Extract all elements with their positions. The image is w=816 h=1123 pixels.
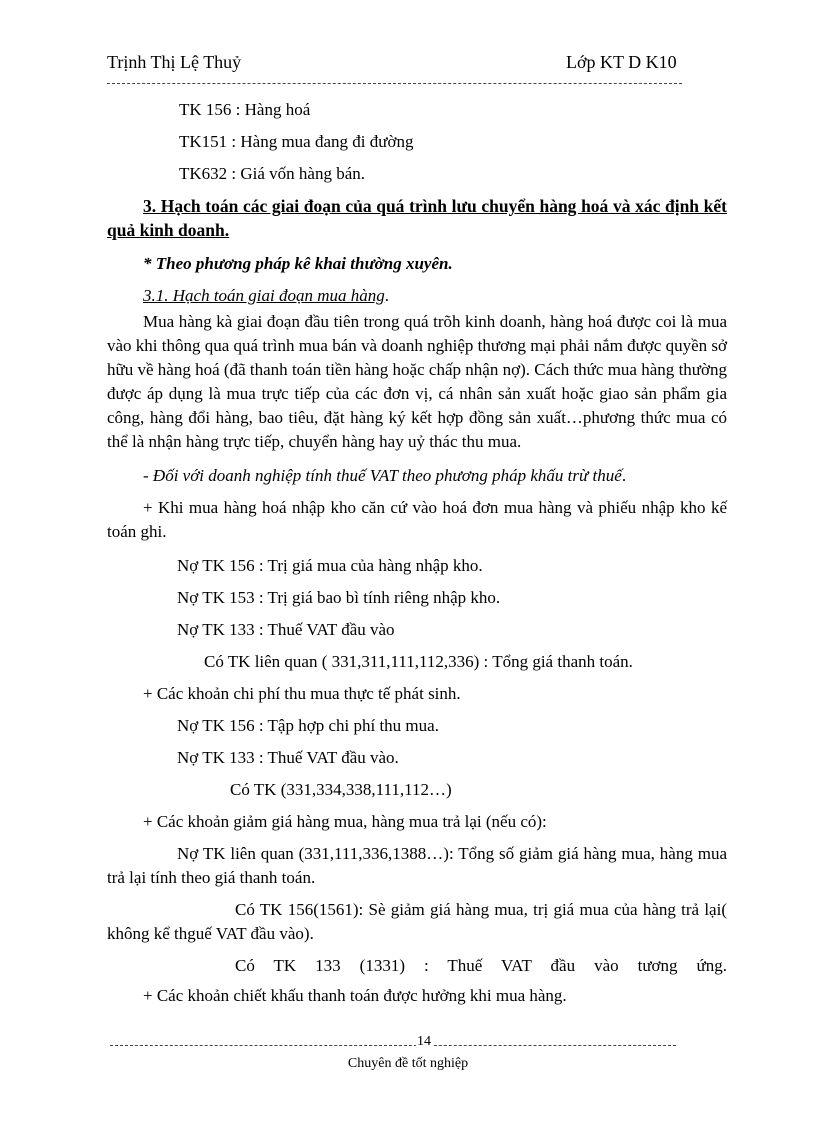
vat-note-dot: . [621,466,627,485]
header-class: Lớp KT D K10 [566,52,677,72]
discount-debit: Nợ TK liên quan (331,111,336,1388…): Tổng số giảm giá hàng mua, hàng mua trả lại tính theo giá thanh toán. [107,844,727,887]
vat-note [107,464,727,488]
header-divider [107,83,682,84]
account-line-156: TK 156 : Hàng hoá [179,100,311,119]
import-debit-133: Nợ TK 133 : Thuế VAT đầu vào [177,620,395,639]
discount-vat: Có TK 133 (1331) : Thuế VAT đầu vào tương ứng. [235,956,727,975]
header-author: Trịnh Thị Lệ Thuỷ [107,52,242,72]
cost-debit-156: Nợ TK 156 : Tập hợp chi phí thu mua. [177,716,439,735]
method-heading: * Theo phương pháp kê khai thường xuyên. [143,254,453,273]
account-line-632: TK632 : Giá vốn hàng bán. [179,164,366,183]
discount-intro: + Các khoản giảm giá hàng mua, hàng mua trả lại (nếu có): [143,812,547,831]
account-line-151: TK151 : Hàng mua đang đi đường [179,132,414,151]
page-number: 14 [417,1034,431,1049]
import-credit: Có TK liên quan ( 331,311,111,112,336) : Tổng giá thanh toán. [204,652,633,671]
document-body [107,98,727,1016]
intro-paragraph: Mua hàng kà giai đoạn đầu tiên trong quá trõh kinh doanh, hàng hoá được coi là mua vào khi thông qua quá trình mua bán và doanh nghiệp thương mại phải nắm được quyền sở hữu về hàng hoá (đã thanh toán tiền hàng hoặc chấp nhận nợ). Cách thức mua hàng thường được áp dụng là mua trực tiếp của các đơn vị, cá nhân sản xuất hoặc giao sản phẩm gia công, hàng đổi hàng, bao tiêu, đặt hàng ký kết hợp đồng sản xuất…phương thức mua có thể là nhận hàng trực tiếp, chuyển hàng hay uỷ thác thu mua. [107,312,727,451]
subsection-title: 3.1. Hạch toán giai đoạn mua hàng [143,286,385,305]
cost-intro: + Các khoản chi phí thu mua thực tế phát sinh. [143,684,461,703]
footer-divider [110,1045,676,1046]
cost-credit: Có TK (331,334,338,111,112…) [230,780,452,799]
discount-credit: Có TK 156(1561): Sè giảm giá hàng mua, trị giá mua của hàng trả lại( không kể thguế VAT đầu vào). [107,900,727,943]
subsection-heading [107,284,727,308]
payment-discount: + Các khoản chiết khấu thanh toán được hưởng khi mua hàng. [143,986,567,1005]
footer-caption: Chuyên đề tốt nghiệp [347,1056,469,1071]
import-debit-153: Nợ TK 153 : Trị giá bao bì tính riêng nhập kho. [177,588,501,607]
import-debit-156: Nợ TK 156 : Trị giá mua của hàng nhập kho. [177,556,483,575]
subsection-dot: . [384,286,390,305]
section-title: 3. Hạch toán các giai đoạn của quá trình lưu chuyển hàng hoá và xác định kết quả kinh doanh. [107,196,727,240]
import-intro: + Khi mua hàng hoá nhập kho căn cứ vào hoá đơn mua hàng và phiếu nhập kho kế toán ghi. [107,498,727,541]
vat-note-text: - Đối với doanh nghiệp tính thuế VAT theo phương pháp khấu trừ thuế [143,466,622,485]
cost-debit-133: Nợ TK 133 : Thuế VAT đầu vào. [177,748,399,767]
